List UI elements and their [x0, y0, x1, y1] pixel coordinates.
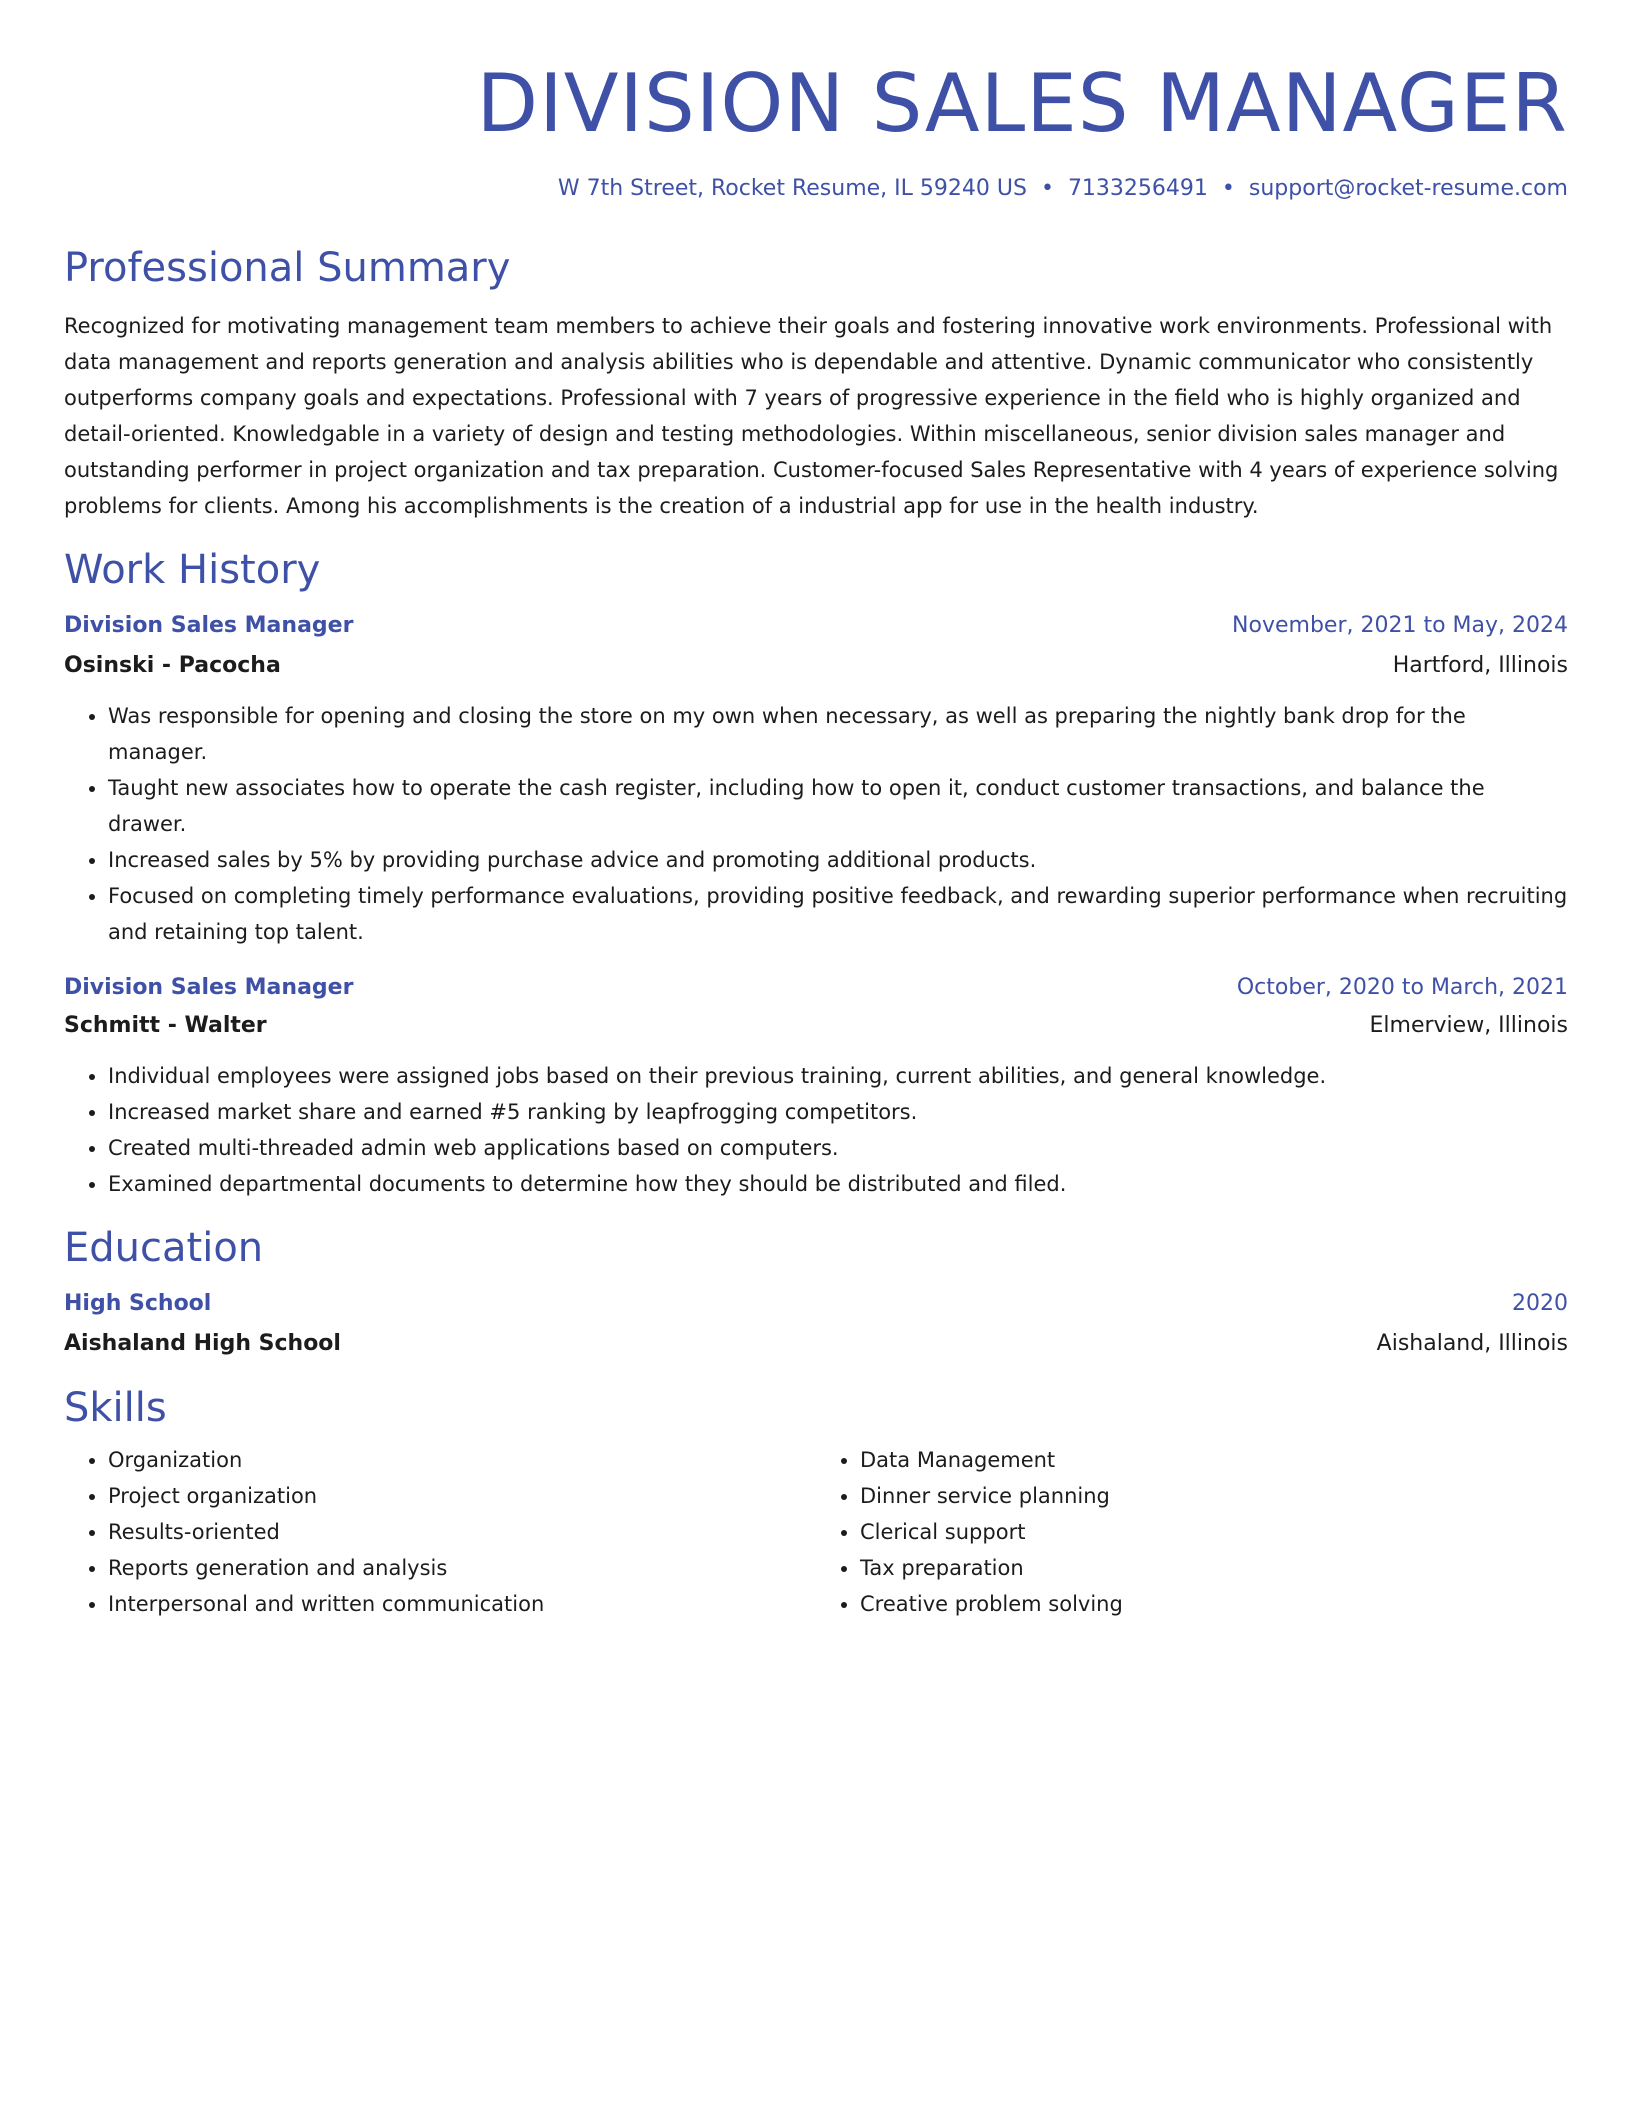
- job-company-row: [64, 1008, 1568, 1044]
- list-item: • Dinner service planning: [860, 1478, 1568, 1514]
- job-title: Division Sales Manager: [64, 613, 354, 638]
- job-company-row: [64, 648, 1568, 684]
- skills-list-left: [64, 1442, 816, 1622]
- job-title: Division Sales Manager: [64, 975, 354, 1000]
- job-company: Schmitt - Walter: [64, 1013, 267, 1038]
- list-item: • Results-oriented: [108, 1514, 816, 1550]
- job-dates: October, 2020 to March, 2021: [1236, 975, 1568, 1000]
- education-location: Aishaland, Illinois: [1376, 1331, 1568, 1356]
- section-title-skills: Skills: [64, 1385, 167, 1431]
- resume-header: [64, 56, 1568, 204]
- list-item: • Increased market share and earned #5 ranking by leapfrogging competitors.: [108, 1094, 1568, 1130]
- section-title-summary: Professional Summary: [64, 245, 511, 291]
- list-item: • Project organization: [108, 1478, 816, 1514]
- list-item: • Created multi-threaded admin web applications based on computers.: [108, 1130, 1568, 1166]
- job-bullets: [64, 698, 1568, 950]
- job-location: Hartford, Illinois: [1392, 653, 1568, 678]
- education-degree: High School: [64, 1291, 212, 1316]
- list-item: • Taught new associates how to operate the cash register, including how to open it, conduct customer transactions, and balance the drawer.: [108, 770, 1568, 842]
- list-item: • Data Management: [860, 1442, 1568, 1478]
- professional-summary-section: [64, 244, 1568, 524]
- skills-section: [64, 1384, 1568, 1622]
- candidate-name: DIVISION SALES MANAGER: [476, 57, 1568, 150]
- contact-email: support@rocket-resume.com: [1248, 176, 1568, 201]
- contact-separator: •: [1040, 176, 1054, 201]
- contact-phone: 7133256491: [1067, 176, 1208, 201]
- education-school: Aishaland High School: [64, 1331, 341, 1356]
- skills-columns: [64, 1442, 1568, 1622]
- list-item: • Tax preparation: [860, 1550, 1568, 1586]
- job-header-row: [64, 608, 1568, 644]
- list-item: • Creative problem solving: [860, 1586, 1568, 1622]
- list-item: • Organization: [108, 1442, 816, 1478]
- list-item: • Examined departmental documents to determine how they should be distributed and filed.: [108, 1166, 1568, 1202]
- education-section: [64, 1224, 1568, 1362]
- job-dates: November, 2021 to May, 2024: [1232, 613, 1568, 638]
- contact-address: W 7th Street, Rocket Resume, IL 59240 US: [557, 176, 1027, 201]
- list-item: • Focused on completing timely performance evaluations, providing positive feedback, and rewarding superior performance when recruiting and retaining top talent.: [108, 878, 1568, 950]
- education-year: 2020: [1512, 1291, 1568, 1316]
- job-bullets: [64, 1058, 1568, 1202]
- list-item: • Reports generation and analysis: [108, 1550, 816, 1586]
- list-item: • Clerical support: [860, 1514, 1568, 1550]
- skills-list-right: [816, 1442, 1568, 1622]
- list-item: • Increased sales by 5% by providing purchase advice and promoting additional products.: [108, 842, 1568, 878]
- job-location: Elmerview, Illinois: [1369, 1013, 1568, 1038]
- contact-line: [64, 174, 1568, 204]
- job-entry: [64, 970, 1568, 1202]
- section-title-education: Education: [64, 1225, 264, 1271]
- job-header-row: [64, 970, 1568, 1006]
- job-company: Osinski - Pacocha: [64, 653, 281, 678]
- contact-separator: •: [1221, 176, 1235, 201]
- list-item: • Was responsible for opening and closing the store on my own when necessary, as well as preparing the nightly bank drop for the manager.: [108, 698, 1568, 770]
- education-school-row: [64, 1326, 1568, 1362]
- summary-text: Recognized for motivating management team members to achieve their goals and fostering innovative work environments. Professional with data management and reports generation and analysis abilities who is dependable and attentive. Dynamic communicator who consistently outperforms company goals and expectations. Professional with 7 years of progressive experience in the field who is highly organized and detail-oriented. Knowledgable in a variety of design and testing methodologies. Within miscellaneous, senior division sales manager and outstanding performer in project organization and tax preparation. Customer-focused Sales Representative with 4 years of experience solving problems for clients. Among his accomplishments is the creation of a industrial app for use in the health industry.: [64, 314, 1559, 518]
- list-item: • Individual employees were assigned jobs based on their previous training, current abilities, and general knowledge.: [108, 1058, 1568, 1094]
- work-history-section: [64, 546, 1568, 1202]
- section-title-work-history: Work History: [64, 547, 321, 593]
- education-header-row: [64, 1286, 1568, 1322]
- list-item: • Interpersonal and written communication: [108, 1586, 816, 1622]
- job-entry: [64, 608, 1568, 950]
